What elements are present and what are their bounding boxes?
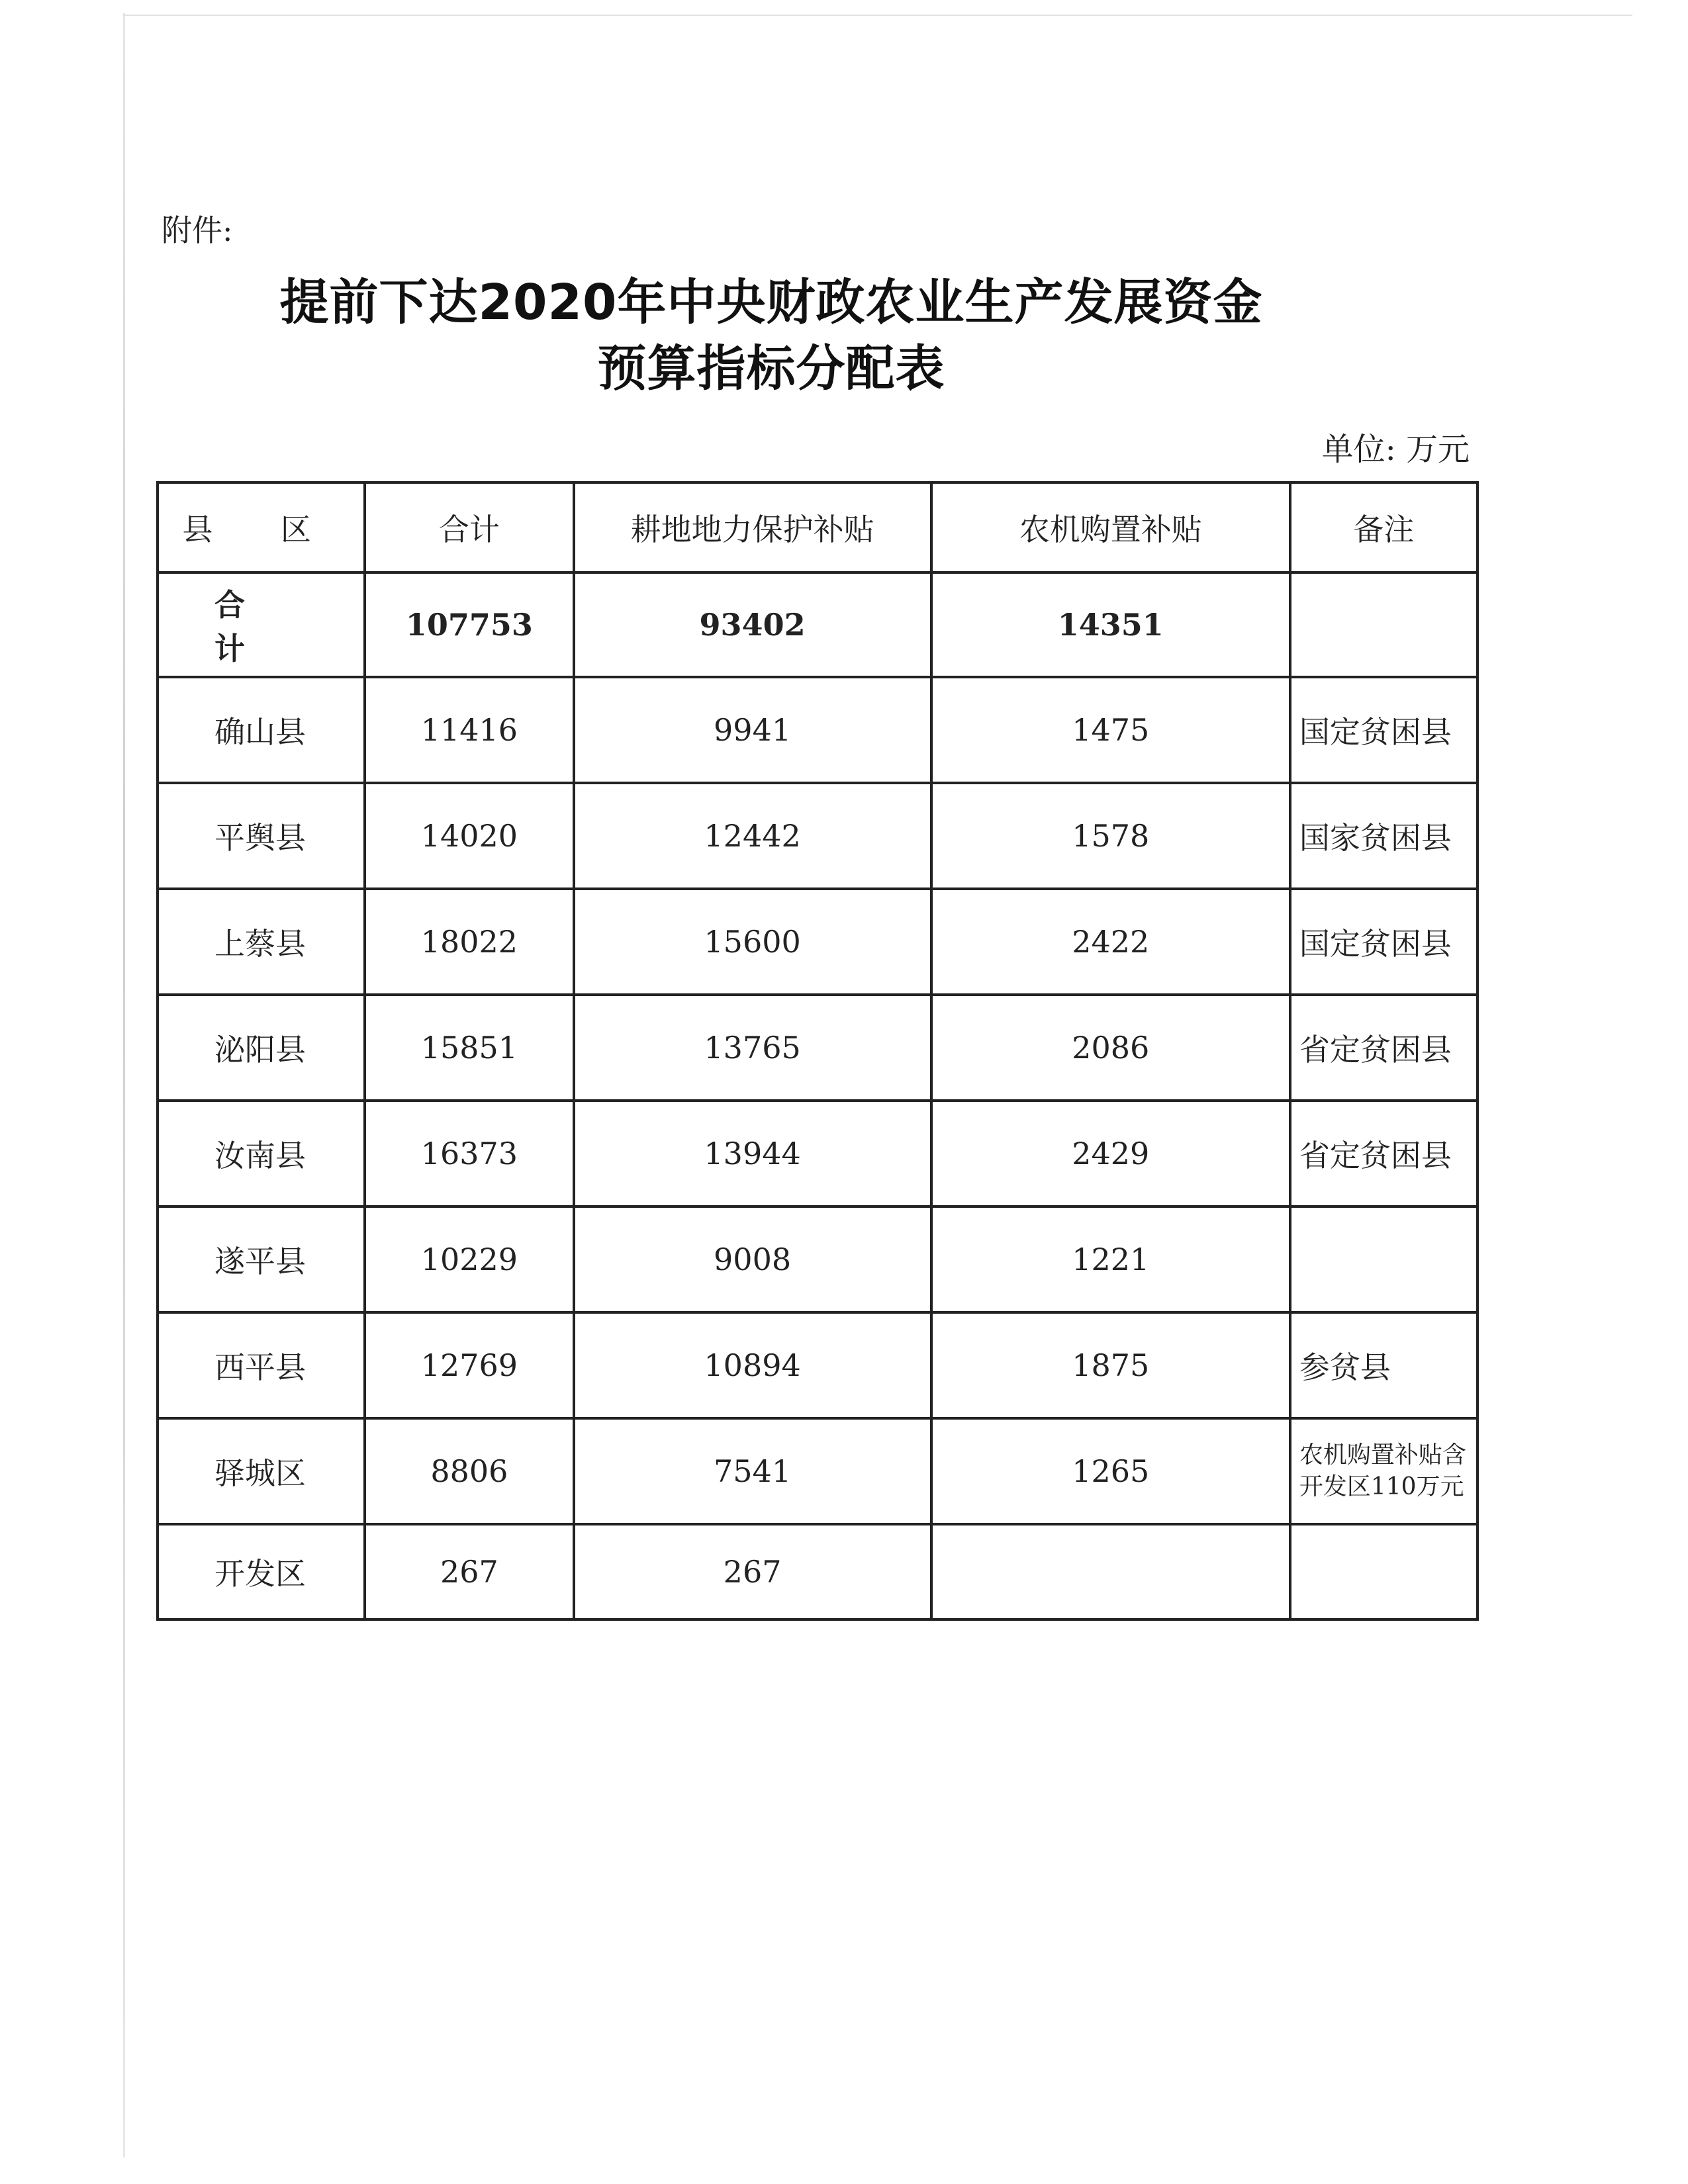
table-row [158, 1418, 1477, 1524]
row-land: 7541 [574, 1418, 931, 1524]
header-land-subsidy: 耕地地力保护补贴 [574, 482, 931, 572]
row-land: 12442 [574, 783, 931, 889]
allocation-table [156, 481, 1479, 1621]
row-total: 18022 [365, 889, 573, 995]
total-row-note [1290, 572, 1477, 677]
row-county: 上蔡县 [158, 889, 365, 995]
row-note: 国家贫困县 [1290, 783, 1477, 889]
total-row-land: 93402 [574, 572, 931, 677]
row-note: 省定贫困县 [1290, 1101, 1477, 1206]
row-machinery: 1265 [931, 1418, 1290, 1524]
row-land: 13765 [574, 995, 931, 1101]
row-note [1290, 1206, 1477, 1312]
row-note: 省定贫困县 [1290, 995, 1477, 1101]
unit-label: 单位: 万元 [1321, 431, 1470, 468]
row-machinery: 1221 [931, 1206, 1290, 1312]
row-total: 8806 [365, 1418, 573, 1524]
row-land: 13944 [574, 1101, 931, 1206]
row-county: 遂平县 [158, 1206, 365, 1312]
row-total: 10229 [365, 1206, 573, 1312]
table-row [158, 783, 1477, 889]
row-county: 确山县 [158, 677, 365, 783]
table-row [158, 1312, 1477, 1418]
table-row [158, 995, 1477, 1101]
row-total: 14020 [365, 783, 573, 889]
document-title-line2: 预算指标分配表 [597, 340, 945, 397]
scan-page-edge-top [123, 15, 1632, 16]
row-machinery: 1578 [931, 783, 1290, 889]
row-note [1290, 1524, 1477, 1619]
row-machinery: 2422 [931, 889, 1290, 995]
row-note: 参贫县 [1290, 1312, 1477, 1418]
row-machinery [931, 1524, 1290, 1619]
total-row [158, 572, 1477, 677]
row-machinery: 1875 [931, 1312, 1290, 1418]
row-total: 267 [365, 1524, 573, 1619]
row-county: 平舆县 [158, 783, 365, 889]
row-total: 11416 [365, 677, 573, 783]
row-total: 12769 [365, 1312, 573, 1418]
table-row [158, 677, 1477, 783]
row-total: 16373 [365, 1101, 573, 1206]
table-row [158, 1524, 1477, 1619]
header-note: 备注 [1290, 482, 1477, 572]
attachment-label: 附件: [162, 212, 233, 248]
row-machinery: 1475 [931, 677, 1290, 783]
row-county: 西平县 [158, 1312, 365, 1418]
table-row [158, 889, 1477, 995]
row-note: 农机购置补贴含开发区110万元 [1290, 1418, 1477, 1524]
row-land: 10894 [574, 1312, 931, 1418]
row-total: 15851 [365, 995, 573, 1101]
row-land: 9008 [574, 1206, 931, 1312]
row-county: 汝南县 [158, 1101, 365, 1206]
row-land: 15600 [574, 889, 931, 995]
document-title-line1: 提前下达2020年中央财政农业生产发展资金 [279, 274, 1263, 331]
table-header-row [158, 482, 1477, 572]
header-machinery-subsidy: 农机购置补贴 [931, 482, 1290, 572]
table-row [158, 1101, 1477, 1206]
row-land: 9941 [574, 677, 931, 783]
row-note: 国定贫困县 [1290, 677, 1477, 783]
row-land: 267 [574, 1524, 931, 1619]
row-county: 驿城区 [158, 1418, 365, 1524]
row-note: 国定贫困县 [1290, 889, 1477, 995]
header-total: 合计 [365, 482, 573, 572]
row-county: 开发区 [158, 1524, 365, 1619]
row-machinery: 2429 [931, 1101, 1290, 1206]
table-row [158, 1206, 1477, 1312]
row-machinery: 2086 [931, 995, 1290, 1101]
total-row-name: 合 计 [158, 572, 365, 677]
total-row-machinery: 14351 [931, 572, 1290, 677]
header-county: 县 区 [158, 482, 365, 572]
row-county: 泌阳县 [158, 995, 365, 1101]
total-row-total: 107753 [365, 572, 573, 677]
